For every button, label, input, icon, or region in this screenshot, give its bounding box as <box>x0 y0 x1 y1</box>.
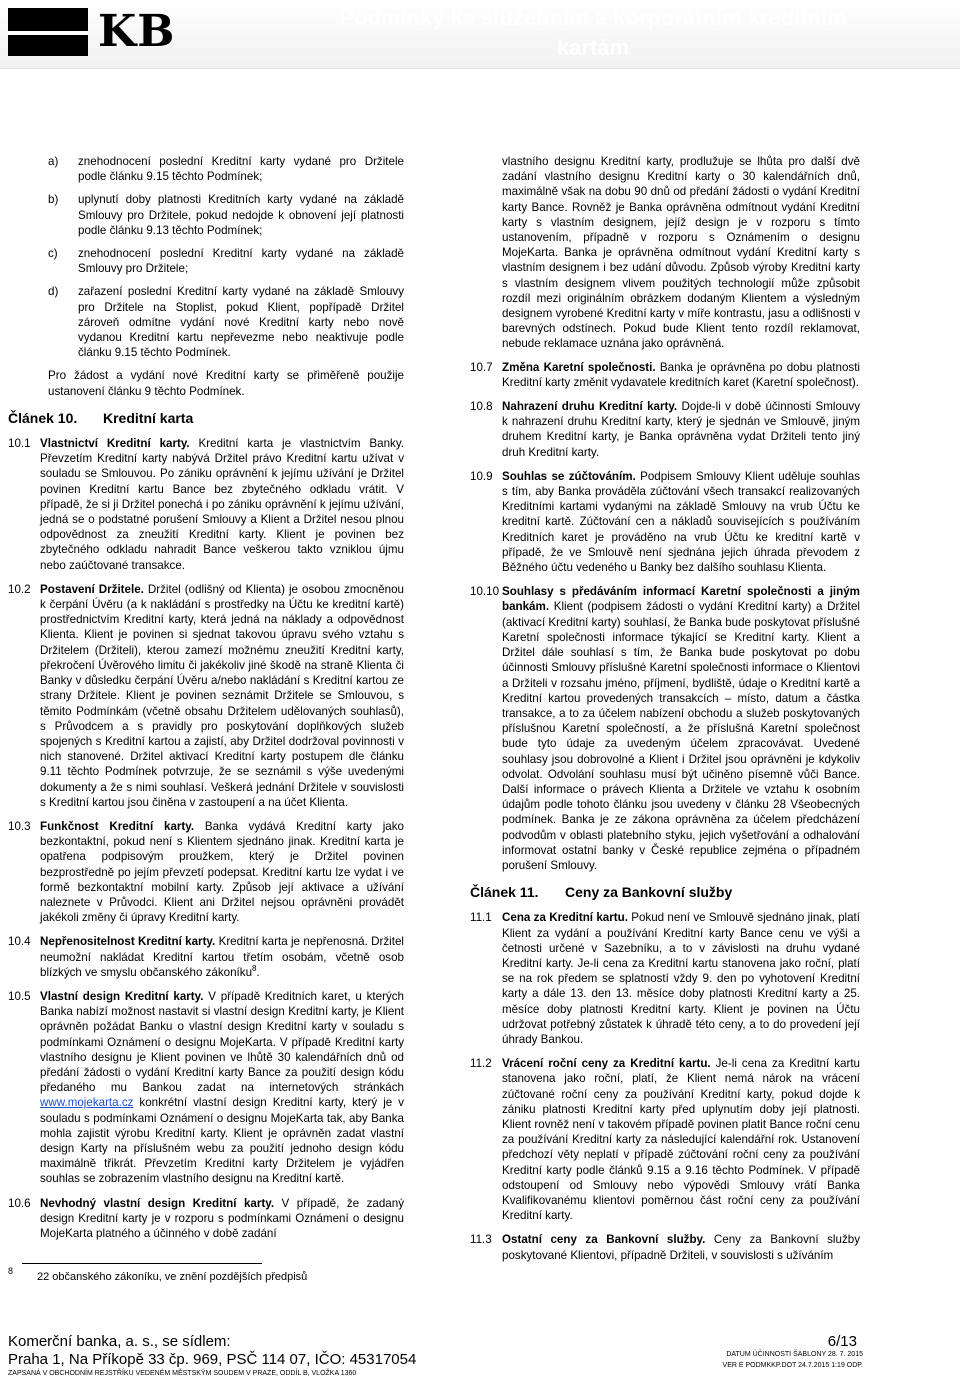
page-number: 6/13 <box>827 1333 857 1350</box>
list-item: c) znehodnocení poslední Kreditní karty vydané na základě Smlouvy pro Držitele; <box>48 247 404 276</box>
right-column <box>470 154 860 1272</box>
footer-registry: ZAPSANÁ V OBCHODNÍM REJSTŘÍKU VEDENÉM MĚSTSKÝM SOUDEM V PRAZE, ODDÍL B, VLOŽKA 1360 <box>8 1370 357 1377</box>
logo-mark <box>8 8 88 56</box>
section-10-3: 10.3 Funkčnost Kreditní karty. Banka vydává Kreditní karty jako bezkontaktní, pokud není s Klientem sjednáno jinak. Kreditní karta je opatřena podpisovým proužkem, který je Držitel povinen bezprostředně po jejím převzetí podepsat. Kreditní kartu lze vydat i ve formě bezkontaktní mobilní karty. Způsob její aktivace a užívání naleznete v Průvodci. Klient ani Držitel nejsou oprávněni provádět jakékoli změny či úpravy Kreditní karty. <box>8 819 404 925</box>
kb-logo <box>8 8 198 56</box>
paragraph: Pro žádost a vydání nové Kreditní karty se přiměřeně použije ustanovení článku 9 těchto Podmínek. <box>48 369 404 398</box>
section-10-1: 10.1 Vlastnictví Kreditní karty. Kreditní karta je vlastnictvím Banky. Převzetím Kreditní karty nabývá Držitel právo Kreditní kartu užívat v souladu se Smlouvou. Po zániku oprávnění k jejímu užívání je Držitel povinen Kreditní kartu Bance bez zbytečného odkladu vrátit. V případě, že si ji Držitel ponechá i po zániku oprávnění k jejímu užívání, jedná se o podstatné porušení Smlouvy a Klient a Držitel nesou plnou odpovědnost za zneužití Kreditní karty. Klient je povinen bez zbytečného odkladu nahradit Bance veškerou takto vzniklou újmu nebo zaúčtované transakce. <box>8 437 405 572</box>
footer-company: Komerční banka, a. s., se sídlem: <box>8 1333 231 1350</box>
section-10-4: 10.4 Nepřenositelnost Kreditní karty. Kreditní karta je nepřenosná. Držitel neumožní nakládat Kreditní kartou třetím osobám, včetně osob blízkých ve smyslu občanského zákoníku$^8$. <box>8 935 404 979</box>
paragraph-continued: vlastního designu Kreditní karty, prodlužuje se lhůta pro další dvě zadání vlastního designu Kreditní karty o 30 kalendářních dnů, maximálně však na dobu 90 dnů od předání žádosti o vydání Kreditní karty Bance. Rovněž je Banka oprávněna odmítnout vydání Kreditní karty s vlastním designem, jejíž design je v rozporu s tímto ustanovením, případně v rozporu s Oznámením o designu MojeKarta. Banka je oprávněna odmítnout vydání Kreditní karty s vlastním designem i bez udání důvodu. Způsob výroby Kreditní karty s vlastním designem vlivem použitých technologií může způsobit rozdíl mezi originálním obrázkem dodaným Klientem a výsledným designem vyrobené Kreditní karty v míře kontrastu, jasu a odlišnosti v barevných odstínech. Pokud bude Klient tento rozdíl reklamovat, nebude reklamace uznána jako oprávněná. <box>502 155 860 351</box>
section-10-8: 10.8 Nahrazení druhu Kreditní karty. Dojde-li v době účinnosti Smlouvy k nahrazení druhu Kreditní karty, který je sjednán ve Smlouvě, jiným druhem Kreditní karty, je Banka oprávněna vydat Držiteli tento jiný druh Kreditní karty. <box>470 400 860 459</box>
document-title: Podmínky ke služebním a korporátním kreditním kartám <box>339 5 847 60</box>
article-heading-11: Článek 11. Ceny za Bankovní služby <box>470 884 733 901</box>
template-date: DATUM ÚČINNOSTI ŠABLONY 28. 7. 2015 <box>726 1351 863 1358</box>
article-heading-10: Článek 10. Kreditní karta <box>8 409 194 426</box>
section-11-2: 11.2 Vrácení roční ceny za Kreditní kartu. Je-li cena za Kreditní kartu stanovena jako roční, platí, že Klient nemá nárok na vrácení zúčtované roční ceny za používání Kreditní karty, pokud dojde k zániku platnosti Kreditní karty před uplynutím doby její platnosti. Klient rovněž není v takovém případě povinen platit Bance roční cenu za používání Kreditní karty za následující kalendářní rok. Ustanovení předchozí věty neplatí v případě zúčtování roční ceny za používání Kreditní karty podle článků 9.15 a 9.16 těchto Podmínek. V případě odstoupení od Smlouvy nebo výpovědi Smlouvy vrátí Banka Kvalifikovanému klientovi poměrnou část roční ceny za používání Kreditní karty. <box>470 1057 861 1223</box>
footnote-divider <box>22 1263 262 1264</box>
footnote-ref[interactable]: 8 <box>252 963 257 973</box>
section-10-10: 10.10 Souhlasy s předáváním informací Karetní společnosti a jiným bankám. Klient (podpisem žádosti o vydání Kreditní karty) a Držitel (aktivací Kreditní karty) souhlasí, že Banka bude poskytovat příslušné Karetní společnosti informace týkající se Kreditní karty. Klient a Držitel dále souhlasí s tím, že Banka bude poskytovat po dobu účinnosti Smlouvy příslušné Karetní společnosti informace o Klientovi a Držiteli v rozsahu jméno, příjmení, bydliště, údaje o Kreditní kartě a Kreditní kartou provedených transakcích – místo, datum a částka transakce, a to za účelem nabízení obchodu a služeb poskytovaných příslušnou Karetní společností, a že příslušná Karetní společnost bude tyto údaje za uvedeným účelem zpracovávat. Uvedené souhlasy jsou dobrovolné a Klient i Držitel jsou oprávněni je kdykoliv odvolat. Odvolání souhlasu musí být učiněno písemně vůči Bance. Další informace o právech Klienta a Držitele ve vztahu k osobním údajům podle tohoto článku jsou uvedeny v článku 28 Všeobecných podmínek. Banka je ze zákona oprávněna za účelem předcházení podvodům v oblasti platebního styku, jejich vyšetřování a odhalování informovat ostatní banky v České republice zejména o případném porušení Smlouvy. <box>470 585 860 872</box>
section-10-7: 10.7 Změna Karetní společnosti. Banka je oprávněna po dobu platnosti Kreditní karty změnit vydavatele kreditních karet (Karetní společnost). <box>470 360 860 389</box>
list-item: a) znehodnocení poslední Kreditní karty vydané pro Držitele podle článku 9.15 těchto Podmínek; <box>48 155 404 184</box>
template-version: VER E PODMKKP.DOT 24.7.2015 1:19 ODP. <box>722 1362 863 1369</box>
mojekarta-link[interactable]: www.mojekarta.cz <box>40 1096 134 1110</box>
list-item: b) uplynutí doby platnosti Kreditních karty vydané na základě Smlouvy pro Držitele, pokud nedojde k obnovení její platnosti podle článku 9.13 těchto Podmínek; <box>48 193 404 237</box>
footer-address: Praha 1, Na Příkopě 33 čp. 969, PSČ 114 07, IČO: 45317054 <box>8 1351 417 1368</box>
list-item: d) zařazení poslední Kreditní karty vydané na základě Smlouvy pro Držitele na Stoplist, pokud Klient, popřípadě Držitel zároveň odmítne vydání nové Kreditní karty nebo nově vydanou Kreditní kartu nepřevezme nebo neaktivuje podle článku 9.15 těchto Podmínek. <box>48 285 404 360</box>
section-10-9: 10.9 Souhlas se zúčtováním. Podpisem Smlouvy Klient uděluje souhlas s tím, aby Banka prováděla zúčtování všech transakcí realizovaných Kreditními kartami vydanými na základě Smlouvy na vrub Účtu ke kreditní kartě. Zúčtování cen a nákladů souvisejících s používáním Kreditních karet je prováděno na vrub Účtu ke kreditní kartě v případě, že ve Smlouvě není sjednána jejich úhrada převodem z Běžného účtu vedeného u Banky bez dalšího souhlasu Klienta. <box>470 469 860 575</box>
section-10-6: 10.6 Nevhodný vlastní design Kreditní karty. V případě, že zadaný design Kreditní karty je v rozporu s podmínkami Oznámení o designu MojeKarta platného a účinného v době zadání <box>8 1196 404 1240</box>
section-10-5: 10.5 Vlastní design Kreditní karty. V případě Kreditních karet, u kterých Banka nabízí možnost nastavit si vlastní design Kreditní karty, je Klient oprávněn požádat Banku o vlastní design Kreditní karty v souladu s podmínkami Oznámení o designu MojeKarta. V případě Kreditní karty vlastního designu je Klient povinen ve lhůtě 30 kalendářních dnů od předání žádosti o vydání Kreditní karty Bance za použití design kódu předaného mu Bankou zadat na internetových stránkách www.mojekarta.cz konkrétní vlastní design Kreditní karty, který je v souladu s podmínkami Oznámení o designu MojeKarta tak, aby Banka mohla zajistit výrobu Kreditní karty. Klient je oprávněn zadat vlastní design Karty na příslušném webu za použití jednoho design kódu maximálně třikrát. Převzetím Kreditní karty Držitelem je vyjádřen souhlas se zobrazením vlastního designu na Kreditní kartě. <box>8 989 404 1186</box>
left-column <box>8 154 404 1250</box>
footnote-text: 22 občanského zákoníku, ve znění pozdějších předpisů <box>37 1271 308 1283</box>
section-11-3: 11.3 Ostatní ceny za Bankovní služby. Ceny za Bankovní služby poskytované Klientovi, případně Držiteli, v souvislosti s užíváním <box>470 1233 860 1262</box>
section-10-2: 10.2 Postavení Držitele. Držitel (odlišný od Klienta) je osobou zmocněnou k čerpání Úvěru (a k nakládání s prostředky na Účtu ke kreditní kartě) prostřednictvím Kreditní karty, která jedná na náklady a odpovědnost Klienta. Klient je povinen si sjednat takovou úpravu svého vztahu s Držitelem (Držiteli), kterou zamezí možnému zneužití Kreditní karty, překročení Úvěrového limitu či jakékoliv jiné škodě na straně Klienta či Banky v důsledku čerpání Úvěru a/nebo nakládání s Kreditní kartou ze strany Držitele. Klient je povinen seznámit Držitele se Smlouvou, s těmito Podmínkám (včetně obsahu Držitelem udělovaných souhlasů), s Průvodcem a s pravidly pro poskytování doplňkových služeb spojených s Kreditní kartou a zajistí, aby Držitel dodržoval povinnosti v nich stanovené. Držitel aktivací Kreditní karty postupem dle článku 9.11 těchto Podmínek potvrzuje, že se seznámil s výše uvedenými dokumenty a že s nimi souhlasí. Veškerá jednání Držitele v souvislosti s Kreditní kartou jsou činěna v zastoupení a na účet Klienta. <box>8 582 404 809</box>
footnote-number: 8 <box>8 1266 14 1276</box>
logo-text: KB <box>98 6 176 57</box>
section-11-1: 11.1 Cena za Kreditní kartu. Pokud není ve Smlouvě sjednáno jinak, platí Klient za vydání a používání Kreditní karty Bance cenu ve výši a četnosti určené v Sazebníku, a to v závislosti na druhu vydané Kreditní karty. Je-li cena za Kreditní kartu stanovena jako roční, platí se na rok předem se splatností vždy 9. den po vyhotovení Kreditní karty a dále 13. den 13. měsíce doby platnosti Kreditní karty a 25. měsíce doby platnosti Kreditní karty. Klient je povinen na Účtu udržovat potřebný zůstatek k úhradě této ceny, a to do provedení její úhrady Bankou. <box>470 911 860 1046</box>
page-header <box>0 0 960 69</box>
